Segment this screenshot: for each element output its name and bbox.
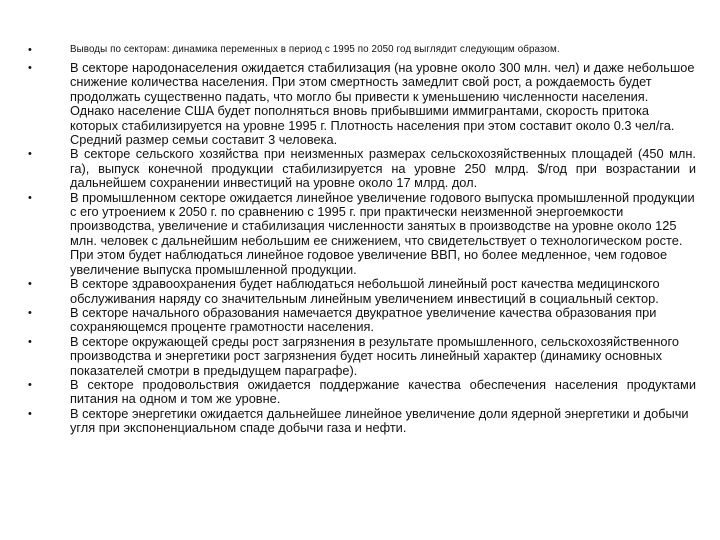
bullet-item-population xyxy=(28,61,696,147)
bullet-item-education xyxy=(28,306,696,335)
bullet-marker: • xyxy=(28,278,32,291)
bullet-text-energy: В секторе энергетики ожидается дальнейшее линейное увеличение доли ядерной энергетики и добычи угля при экспоненциальном спаде добычи газа и нефти. xyxy=(70,405,689,436)
bullet-text-food: В секторе продовольствия ожидается поддержание качества обеспечения населения продуктами питания на одном и том же уровне. xyxy=(70,376,696,407)
bullet-marker: • xyxy=(28,148,32,161)
bullet-text-education: В секторе начального образования намечается двукратное увеличение качества образования при сохраняющемся проценте грамотности населения. xyxy=(70,304,657,335)
bullet-marker: • xyxy=(28,407,32,420)
bullet-marker: • xyxy=(28,44,32,56)
bullet-item-energy xyxy=(28,407,696,436)
bullet-text-agriculture: В секторе сельского хозяйства при неизменных размерах сельскохозяйственных площадей (450 млн. га), выпуск конечной продукции стабилизируется на уровне 250 млрд. $/год при возрастании и дальнейшем сохранении инвестиций на уровне около 17 млрд. дол. xyxy=(70,146,696,191)
bullet-text-healthcare: В секторе здравоохранения будет наблюдаться небольшой линейный рост качества медицинского обслуживания наряду со значительным линейным увеличением инвестиций в социальный сектор. xyxy=(70,276,660,306)
bullet-item-industry xyxy=(28,191,696,277)
bullet-item-agriculture xyxy=(28,147,696,190)
bullet-marker: • xyxy=(28,306,32,319)
bullet-marker: • xyxy=(28,378,32,391)
bullet-text-intro: Выводы по секторам: динамика переменных в период с 1995 по 2050 год выглядит следующим образом. xyxy=(70,44,560,55)
bullet-item-intro xyxy=(28,43,696,58)
bullet-marker: • xyxy=(28,191,32,204)
bullet-text-industry: В промышленном секторе ожидается линейное увеличение годового выпуска промышленной продукции с его утроением к 2050 г. по сравнению с 1995 г. при практически неизменной энергоемкости производства, увеличение и стабилизация численности занятых в производстве на уровне около 125 млн. человек с дальнейшим небольшим ее снижением, что свидетельствует о технологическом росте. При этом будет наблюдаться линейное годовое увеличение ВВП, но более медленное, чем годовое увеличение выпуска промышленной продукции. xyxy=(70,189,695,277)
bullet-text-population: В секторе народонаселения ожидается стабилизация (на уровне около 300 млн. чел) и даже небольшое снижение количества населения. При этом смертность замедлит свой рост, а рождаемость будет продолжать существенно падать, что могло бы привести к уменьшению численности населения. Однако население США будет пополняться вновь прибывшими иммигрантами, скорость притока которых стабилизируется на уровне 1995 г. Плотность населения при этом составит около 0.3 чел/га. Средний размер семьи составит 3 человека. xyxy=(70,60,695,148)
bullet-text-environment: В секторе окружающей среды рост загрязнения в результате промышленного, сельскохозяйственного производства и энергетики рост загрязнения будет носить линейный характер (динамику основных показателей смотри в предыдущем параграфе). xyxy=(70,333,680,378)
bullet-item-environment xyxy=(28,335,696,378)
bullet-marker: • xyxy=(28,62,32,74)
bullet-marker: • xyxy=(28,335,32,348)
bullet-item-food xyxy=(28,378,696,407)
bullet-item-healthcare xyxy=(28,277,696,306)
bullet-list xyxy=(28,43,696,436)
